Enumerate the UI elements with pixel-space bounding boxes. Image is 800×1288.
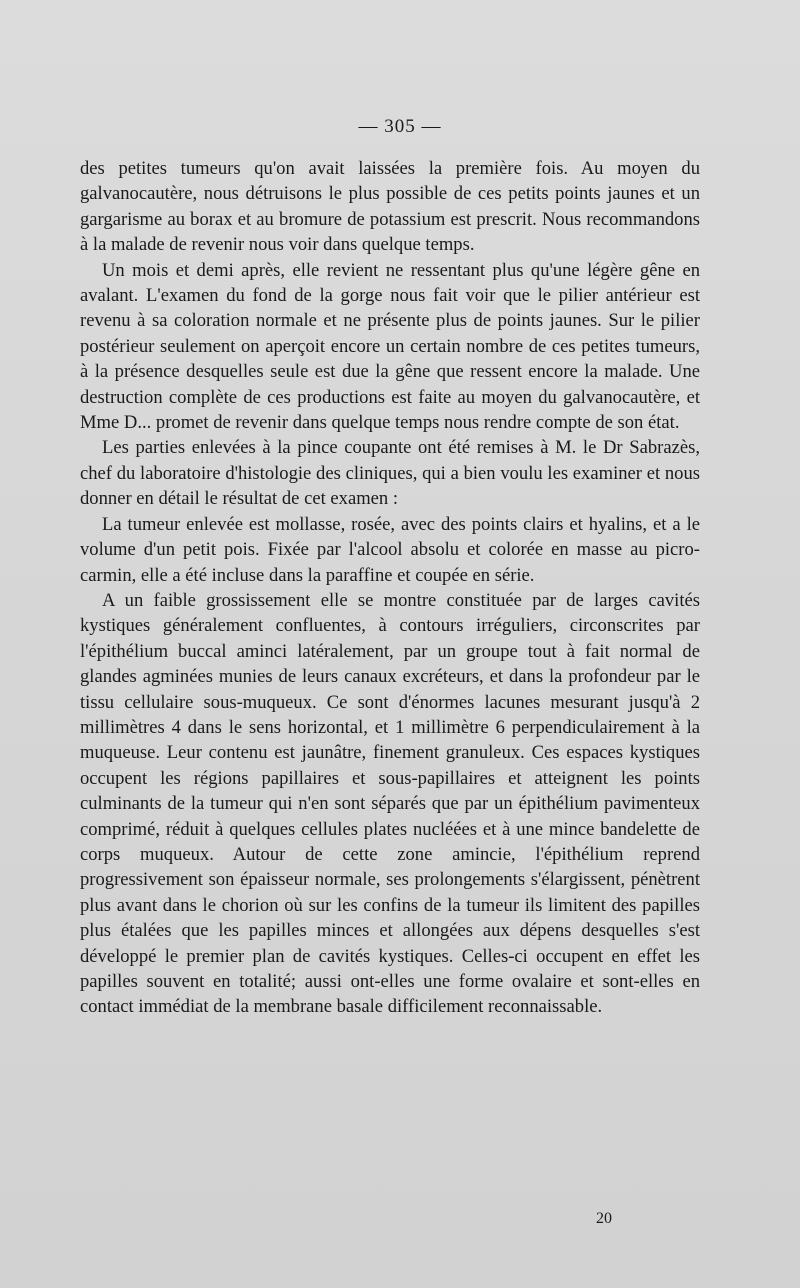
signature-mark: 20 [596, 1210, 612, 1227]
paragraph-2: Un mois et demi après, elle revient ne ressentant plus qu'une légère gêne en avalant. L'examen du fond de la gorge nous fait voir que le pilier antérieur est revenu à sa coloration normale et ne présente plus de points jaunes. Sur le pilier postérieur seulement on aperçoit encore un certain nombre de ces petites tumeurs, à la présence desquelles seule est due la gêne que ressent encore la malade. Une destruction complète de ces productions est faite au moyen du galvanocautère, et Mme D... promet de revenir dans quelque temps nous rendre compte de son état. [80, 259, 700, 434]
page-number-header: — 305 — [358, 116, 442, 137]
body-text [80, 156, 700, 1020]
paragraph-3: Les parties enlevées à la pince coupante ont été remises à M. le Dr Sabrazès, chef du laboratoire d'histologie des cliniques, qui a bien voulu les examiner et nous donner en détail le résultat de cet examen : [80, 437, 700, 510]
paragraph-1: des petites tumeurs qu'on avait laissées la première fois. Au moyen du galvanocautère, nous détruisons le plus possible de ces petits points jaunes et un gargarisme au borax et au bromure de potassium est prescrit. Nous recommandons à la malade de revenir nous voir dans quelque temps. [80, 158, 700, 256]
paragraph-5: A un faible grossissement elle se montre constituée par de larges cavités kystiques généralement confluentes, à contours irréguliers, circonscrites par l'épithélium buccal aminci latéralement, par un groupe tout à fait normal de glandes agminées munies de leurs canaux excréteurs, et dans la profondeur par le tissu cellulaire sous-muqueux. Ce sont d'énormes lacunes mesurant jusqu'à 2 millimètres 4 dans le sens horizontal, et 1 millimètre 6 perpendiculairement à la muqueuse. Leur contenu est jaunâtre, finement granuleux. Ces espaces kystiques occupent les régions papillaires et sous-papillaires et atteignent les points culminants de la tumeur qui n'en sont séparés que par un épithélium pavimenteux comprimé, réduit à quelques cellules plates nucléées et à une mince bandelette de corps muqueux. Autour de cette zone amincie, l'épithélium reprend progressivement son épaisseur normale, ses prolongements s'élargissent, pénètrent plus avant dans le chorion où sur les confins de la tumeur ils limitent des papilles plus étalées que les papilles minces et allongées aux dépens desquelles s'est développé le premier plan de cavités kystiques. Celles-ci occupent en effet les papilles souvent en totalité; aussi ont-elles une forme ovalaire et sont-elles en contact immédiat de la membrane basale difficilement reconnaissable. [80, 589, 700, 1018]
paragraph-4: La tumeur enlevée est mollasse, rosée, avec des points clairs et hyalins, et a le volume d'un petit pois. Fixée par l'alcool absolu et colorée en masse au picro-carmin, elle a été incluse dans la paraffine et coupée en série. [80, 513, 700, 586]
